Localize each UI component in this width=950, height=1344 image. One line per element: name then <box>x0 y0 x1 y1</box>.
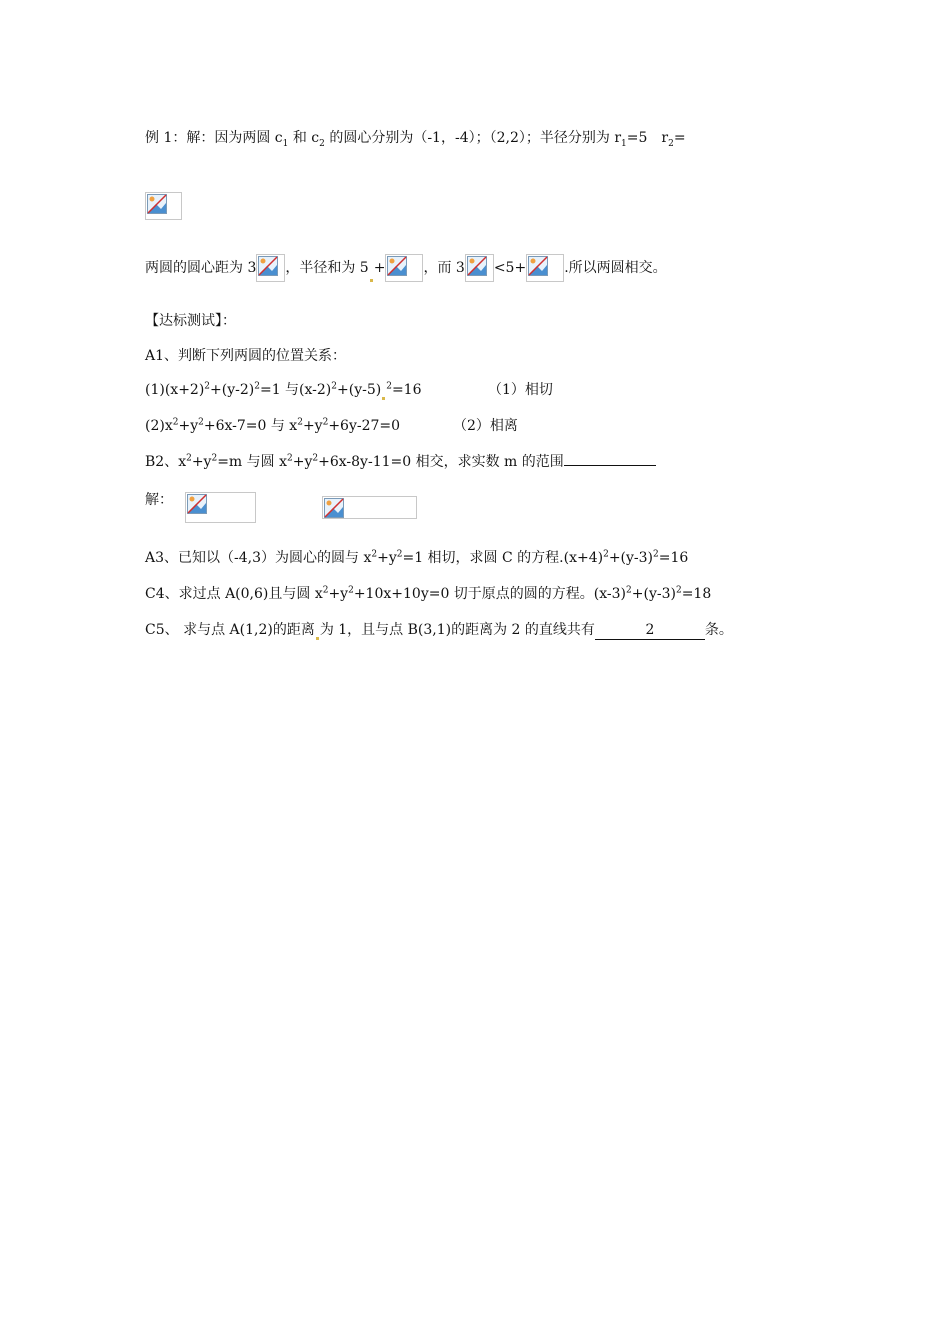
question-text: +(y-3) <box>631 586 676 602</box>
a1-q1 <box>145 380 422 400</box>
question-text: =m 与圆 x <box>217 454 288 470</box>
a1-title: A1、判断下列两圆的位置关系： <box>145 348 347 364</box>
question-text: =1 相切，求圆 C 的方程.(x+4) <box>402 550 604 566</box>
superscript: 2 <box>254 381 260 392</box>
broken-image-icon <box>256 254 285 282</box>
broken-image-icon <box>145 192 182 220</box>
example1-text: = <box>673 130 686 146</box>
anchor-marker <box>316 637 319 640</box>
question-text: +y <box>377 550 397 566</box>
superscript: 2 <box>312 453 319 464</box>
example1-text: + <box>373 260 386 276</box>
example1-text: 例 1：解：因为两圆 c <box>145 130 283 146</box>
c4-question <box>145 584 711 604</box>
question-text: 条。 <box>704 622 733 638</box>
example1-text: <5+ <box>493 260 527 276</box>
broken-image-icon <box>465 254 494 282</box>
equation-text: +(y-2) <box>210 382 255 398</box>
equation-text: +y <box>178 418 199 434</box>
example1-line1 <box>145 128 686 148</box>
equation-text: +y <box>302 418 323 434</box>
question-text: +(y-3) <box>608 550 654 566</box>
equation-text: (1)(x+2) <box>145 382 205 398</box>
question-text: =16 <box>658 550 689 566</box>
answer-blank <box>564 465 656 466</box>
superscript: 2 <box>204 381 211 392</box>
superscript: 2 <box>653 549 659 560</box>
example1-text: 和 c <box>288 130 320 146</box>
question-text: =18 <box>681 586 712 602</box>
example1-text: =5 r <box>626 130 669 146</box>
question-text: 为 1，且与点 B(3,1)的距离为 2 的直线共有 <box>319 622 595 638</box>
equation-text: =16 <box>391 382 422 398</box>
equation-text: +6x-7=0 与 x <box>203 418 298 434</box>
subscript: 2 <box>668 138 674 149</box>
superscript: 2 <box>396 549 403 560</box>
superscript: 2 <box>626 585 632 596</box>
c5-question <box>145 620 733 640</box>
superscript: 2 <box>172 417 179 428</box>
superscript: 2 <box>331 381 338 392</box>
equation-text: =1 与(x-2) <box>259 382 332 398</box>
example1-line2 <box>145 192 182 220</box>
example1-text: 两圆的圆心距为 3 <box>145 260 257 276</box>
anchor-marker <box>370 279 373 282</box>
a3-question <box>145 548 688 568</box>
question-text: B2、x <box>145 454 187 470</box>
broken-image-icon <box>526 254 564 282</box>
question-text: A3、已知以（-4,3）为圆心的圆与 x <box>145 550 372 566</box>
superscript: 2 <box>603 549 609 560</box>
superscript: 2 <box>675 585 682 596</box>
equation-text: (2)x <box>145 418 173 434</box>
a1-q2-answer: （2）相离 <box>453 418 518 434</box>
broken-image-icon <box>322 496 417 519</box>
question-text: +6x-8y-11=0 相交，求实数 m 的范围 <box>318 454 564 470</box>
equation-text: +6y-27=0 <box>328 418 401 434</box>
example1-text: .所以两圆相交。 <box>564 260 667 276</box>
example1-text: ，半径和为 5 <box>285 260 369 276</box>
superscript: 2 <box>211 453 218 464</box>
a1-q2 <box>145 416 400 436</box>
superscript: 2 <box>297 417 303 428</box>
b2-question <box>145 452 656 472</box>
example1-line3 <box>145 254 667 282</box>
superscript: 2 <box>198 417 204 428</box>
superscript: 2 <box>386 381 392 392</box>
question-text: +10x+10y=0 切于原点的圆的方程。(x-3) <box>353 586 627 602</box>
superscript: 2 <box>348 585 354 596</box>
subscript: 2 <box>319 138 325 149</box>
test-header: 【达标测试】： <box>145 313 236 329</box>
superscript: 2 <box>287 453 293 464</box>
superscript: 2 <box>322 585 329 596</box>
a1-q1-answer: （1）相切 <box>488 382 553 398</box>
question-text: C4、求过点 A(0,6)且与圆 x <box>145 586 323 602</box>
equation-text: +(y-5) <box>337 382 382 398</box>
superscript: 2 <box>322 417 329 428</box>
broken-image-icon <box>385 254 423 282</box>
question-text: C5、 求与点 A(1,2)的距离 <box>145 622 315 638</box>
anchor-marker <box>382 397 385 400</box>
superscript: 2 <box>371 549 378 560</box>
superscript: 2 <box>186 453 192 464</box>
subscript: 1 <box>621 138 627 149</box>
b2-solution-label: 解： <box>145 492 173 508</box>
question-text: +y <box>191 454 212 470</box>
question-text: +y <box>292 454 313 470</box>
broken-image-icon <box>185 492 256 523</box>
example1-text: 的圆心分别为（-1，-4）；（2,2）；半径分别为 r <box>324 130 622 146</box>
question-text: +y <box>328 586 349 602</box>
answer-blank: 2 <box>595 621 705 640</box>
subscript: 1 <box>282 138 289 149</box>
example1-text: ，而 3 <box>423 260 465 276</box>
